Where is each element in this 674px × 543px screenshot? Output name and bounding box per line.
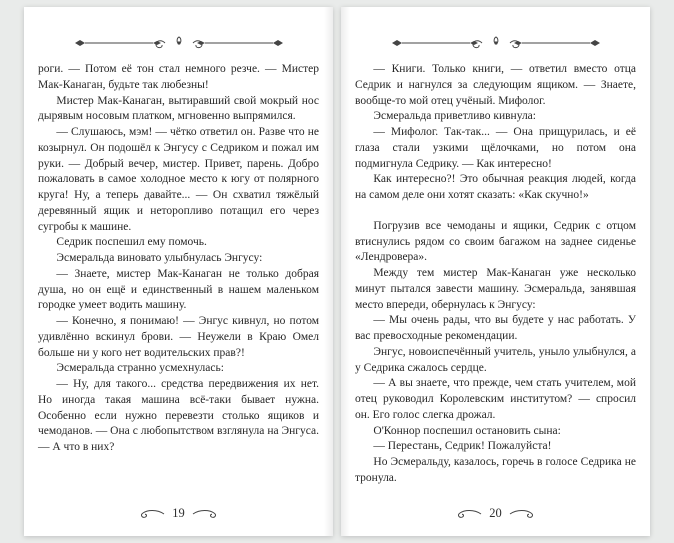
book-page-right bbox=[341, 7, 650, 536]
paragraph: Между тем мистер Мак-Канаган уже несколько минут пытался завести машину. Эсмеральда, занявшая место впереди, обернулась к Энгусу: bbox=[355, 267, 636, 311]
paragraph: — Мифолог. Так-так... — Она прищурилась, и её глаза стали узкими щёлочками, но потом она подмигнула Седрику. — Как интересно! bbox=[355, 126, 636, 170]
paragraph: Погрузив все чемоданы и ящики, Седрик с отцом втиснулись рядом со своим багажом на заднее сиденье «Лендровера». bbox=[355, 219, 636, 264]
page-footer-left bbox=[24, 506, 333, 521]
paragraph: — А вы знаете, что прежде, чем стать учителем, мой отец руководил Королевским институтом? — спросил он. Его голос слегка дрожал. bbox=[355, 377, 636, 421]
paragraph: — Знаете, мистер Мак-Канаган не только добрая душа, но он ещё и единственный в нашем маленьком городке умеет водить машину. bbox=[38, 267, 319, 312]
flourish-right-icon bbox=[192, 509, 218, 519]
paragraph: — Конечно, я понимаю! — Энгус кивнул, но потом удивлённо вскинул брови. — Неужели в Краю Омел больше ни у кого нет водительских прав?! bbox=[38, 315, 319, 359]
page-text-left bbox=[38, 62, 319, 456]
book-page-left bbox=[24, 7, 333, 536]
flourish-left-icon bbox=[456, 509, 482, 519]
paragraph: Эсмеральда приветливо кивнула: bbox=[373, 110, 536, 123]
flourish-right-icon bbox=[509, 509, 535, 519]
paragraph: — Перестань, Седрик! Пожалуйста! bbox=[373, 440, 552, 453]
paragraph: — Книги. Только книги, — ответил вместо отца Седрик и нагнулся за следующим ящиком. — Знаете, вообще-то мой отец учёный. Мифолог. bbox=[355, 63, 636, 107]
paragraph: — Мы очень рады, что вы будете у нас работать. У вас превосходные рекомендации. bbox=[355, 314, 636, 342]
paragraph: Мистер Мак-Канаган, вытиравший свой мокрый нос дырявым носовым платком, мгновенно выпрямился. bbox=[38, 94, 319, 123]
divider-ornament-icon bbox=[73, 35, 285, 49]
paragraph: Эсмеральда странно усмехнулась: bbox=[56, 362, 224, 375]
header-divider-ornament bbox=[341, 35, 650, 49]
page-number: 19 bbox=[172, 506, 185, 520]
paragraph: — Ну, для такого... средства передвижения их нет. Но иногда такая машина всё-таки бывает нужна. Особенно если нужно перевезти столько ящиков и чемоданов. — Она с любопытством взглянула на Энгуса. — А что в них? bbox=[38, 378, 319, 453]
page-number: 20 bbox=[489, 506, 502, 520]
paragraph: Как интересно?! Это обычная реакция людей, когда на самом деле они хотят сказать: «Как скучно!» bbox=[355, 173, 636, 201]
flourish-left-icon bbox=[139, 509, 165, 519]
paragraph: Энгус, новоиспечённый учитель, уныло улыбнулся, а у Седрика сжалось сердце. bbox=[355, 345, 636, 374]
paragraph: — Слушаюсь, мэм! — чётко ответил он. Разве что не козырнул. Он подошёл к Энгусу с Седриком и пожал им руки. — Добрый вечер, мистер. Привет, парень. Добро пожаловать в самое холодное место к югу от полярного круга! Ну, а теперь давайте... — Он схватил тяжёлый деревянный ящик и неторопливо потащил его через сугробы к машине. bbox=[38, 126, 319, 233]
divider-ornament-icon bbox=[390, 35, 602, 49]
header-divider-ornament bbox=[24, 35, 333, 49]
page-footer-right bbox=[341, 506, 650, 521]
paragraph: Но Эсмеральду, казалось, горечь в голосе Седрика не тронула. bbox=[355, 456, 636, 484]
paragraph: роги. — Потом её тон стал немного резче. — Мистер Мак-Канаган, будьте так любезны! bbox=[38, 63, 319, 91]
paragraph: О'Коннор поспешил остановить сына: bbox=[373, 424, 561, 437]
page-text-right bbox=[355, 62, 636, 487]
paragraph: Эсмеральда виновато улыбнулась Энгусу: bbox=[56, 252, 263, 264]
paragraph: Седрик поспешил ему помочь. bbox=[56, 236, 207, 249]
